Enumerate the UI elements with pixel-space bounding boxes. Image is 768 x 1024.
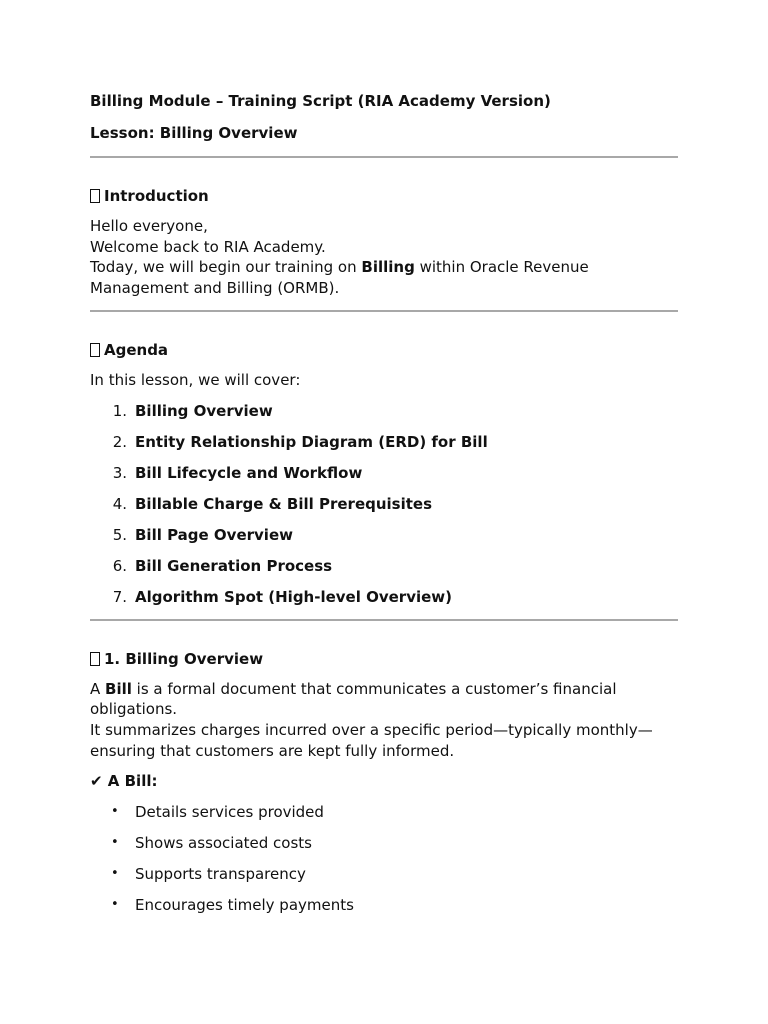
intro-line-1: Hello everyone, — [90, 217, 208, 235]
agenda-item — [90, 555, 678, 577]
bullet-icon: • — [111, 897, 119, 913]
list-item — [90, 863, 678, 885]
agenda-item-number: 2. — [112, 432, 127, 451]
agenda-item-number: 5. — [112, 525, 127, 544]
agenda-item — [90, 586, 678, 608]
agenda-item — [90, 431, 678, 453]
section-divider — [90, 310, 678, 312]
introduction-paragraph — [90, 216, 678, 299]
list-item — [90, 894, 678, 916]
agenda-item — [90, 462, 678, 484]
agenda-intro: In this lesson, we will cover: — [90, 370, 301, 389]
agenda-item — [90, 524, 678, 546]
agenda-item-label: Billable Charge & Bill Prerequisites — [135, 494, 433, 513]
agenda-item-label: Bill Page Overview — [135, 525, 293, 544]
agenda-item-label: Billing Overview — [135, 401, 273, 420]
agenda-item-label: Entity Relationship Diagram (ERD) for Bill — [135, 432, 488, 451]
bullet-icon: • — [111, 804, 119, 820]
intro-line-3-bold: Billing — [361, 258, 415, 277]
agenda-heading — [90, 339, 678, 361]
agenda-item-number: 4. — [112, 494, 127, 513]
billing-overview-heading-text: 1. Billing Overview — [104, 649, 264, 668]
agenda-item-number: 3. — [112, 463, 127, 482]
agenda-item-label: Algorithm Spot (High-level Overview) — [135, 587, 452, 606]
introduction-heading — [90, 185, 678, 207]
missing-glyph-icon — [90, 652, 100, 666]
agenda-item-label: Bill Generation Process — [135, 556, 333, 575]
billing-overview-paragraph — [90, 679, 678, 762]
bill-definition-post: is a formal document that communicates a customer’s financial — [131, 679, 617, 698]
list-item-text: Details services provided — [135, 803, 324, 822]
bill-summary-line-1: It summarizes charges incurred over a specific period—typically monthly— — [90, 720, 653, 739]
intro-line-3-pre: Today, we will begin our training on — [90, 258, 362, 277]
agenda-item — [90, 493, 678, 515]
list-item-text: Encourages timely payments — [135, 896, 354, 915]
introduction-heading-text: Introduction — [104, 187, 209, 205]
list-item-text: Supports transparency — [135, 865, 306, 884]
agenda-item — [90, 400, 678, 422]
missing-glyph-icon — [90, 189, 100, 203]
agenda-item-number: 6. — [112, 556, 127, 575]
bullet-icon: • — [111, 835, 119, 851]
bill-definition-line-2: obligations. — [90, 700, 178, 719]
section-divider — [90, 156, 678, 158]
a-bill-label: ✔ A Bill: — [90, 772, 158, 791]
bill-summary-line-2: ensuring that customers are kept fully informed. — [90, 741, 455, 760]
document-content — [90, 90, 678, 916]
bill-definition-bold: Bill — [105, 679, 132, 698]
intro-line-2: Welcome back to RIA Academy. — [90, 237, 326, 256]
list-item — [90, 801, 678, 823]
bullet-icon: • — [111, 866, 119, 882]
agenda-item-number: 1. — [112, 401, 127, 420]
missing-glyph-icon — [90, 343, 100, 357]
lesson-title: Lesson: Billing Overview — [90, 124, 298, 142]
list-item — [90, 832, 678, 854]
list-item-text: Shows associated costs — [135, 834, 312, 853]
agenda-list — [90, 400, 678, 608]
intro-line-4: Management and Billing (ORMB). — [90, 279, 340, 298]
bill-definition-pre: A — [90, 679, 106, 698]
agenda-item-label: Bill Lifecycle and Workflow — [135, 463, 363, 482]
document-title: Billing Module – Training Script (RIA Academy Version) — [90, 92, 551, 110]
billing-overview-heading — [90, 648, 678, 670]
intro-line-3-post: within Oracle Revenue — [414, 258, 589, 277]
bill-features-list — [90, 801, 678, 916]
agenda-item-number: 7. — [112, 587, 127, 606]
agenda-heading-text: Agenda — [104, 340, 169, 359]
section-divider — [90, 619, 678, 621]
